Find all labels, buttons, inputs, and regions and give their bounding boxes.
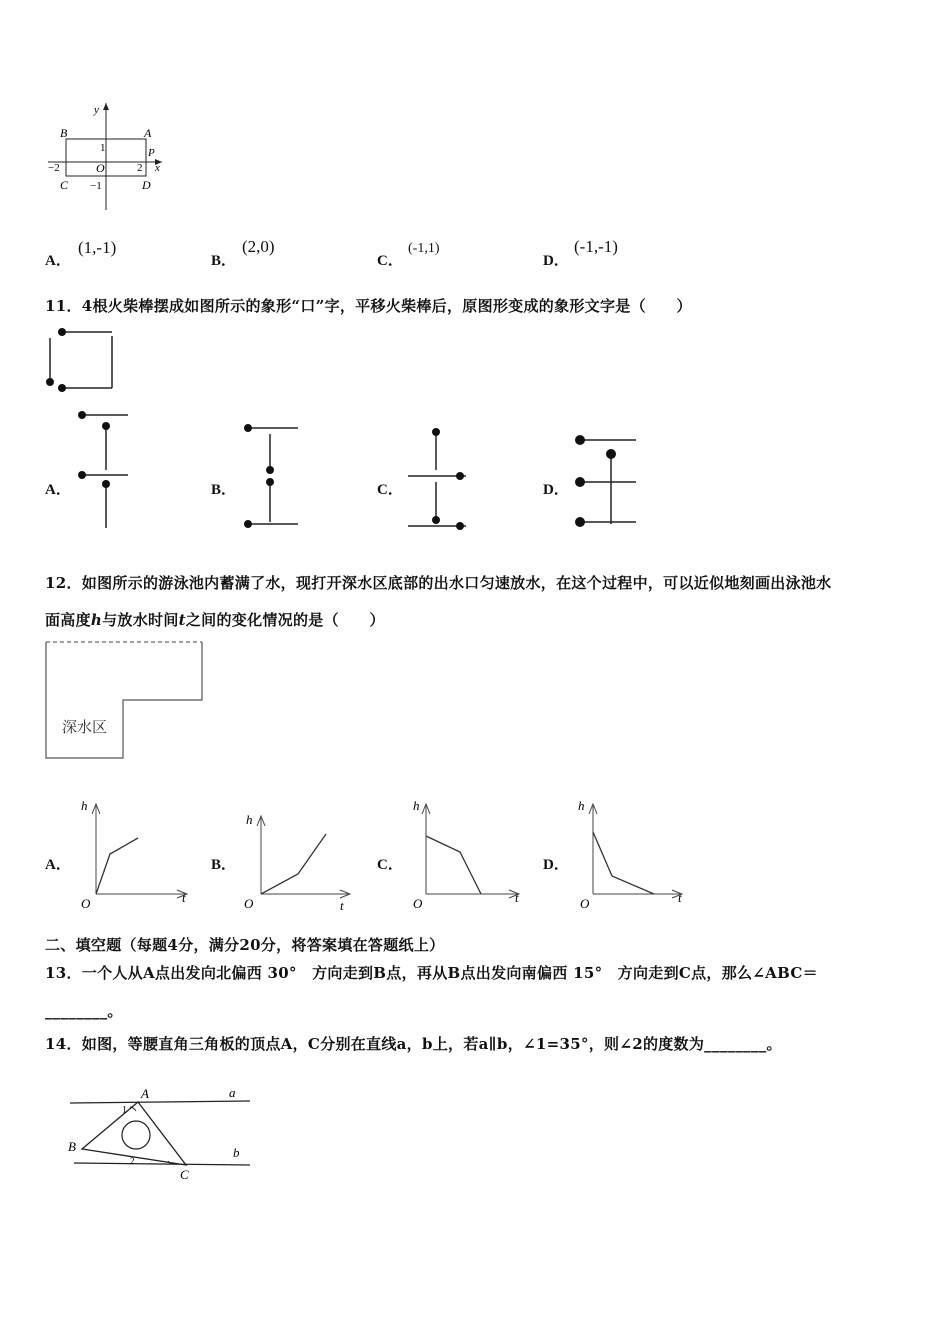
q12-option-b: B． xyxy=(211,857,237,873)
q12-pool-label: 深水区 xyxy=(62,718,108,736)
q12-d-axis-t: t xyxy=(678,890,682,905)
q11-option-c-figure xyxy=(400,422,475,532)
q13-blank: ________。 xyxy=(45,1002,123,1020)
fig-label-y: y xyxy=(94,104,99,116)
q12-b-axis-h: h xyxy=(246,812,253,827)
q14-triangle-figure xyxy=(60,1083,260,1183)
q12-option-a-graph xyxy=(75,796,195,914)
q12-a-axis-t: t xyxy=(182,890,186,905)
q11-option-d: D． xyxy=(543,482,569,498)
q12-stem-text-a: 面高度 xyxy=(45,611,91,629)
q14-angle-2: 2 xyxy=(130,1156,135,1166)
fig-label-A: A xyxy=(144,126,152,140)
q13-text: 13．一个人从A点出发向北偏西 30° 方向走到B点，再从B点出发向南偏西 15° 方向走到C点，那么∠ABC＝ xyxy=(45,964,818,982)
q14-label-C: C xyxy=(180,1167,189,1182)
q10-option-a-letter: A． xyxy=(45,253,71,269)
q12-b-axis-t: t xyxy=(340,898,344,913)
fig-label-neg1: −1 xyxy=(90,180,102,192)
q12-var-t: t xyxy=(178,611,186,629)
q11-option-b-figure xyxy=(236,420,306,532)
q12-c-axis-t: t xyxy=(515,890,519,905)
q10-coordinate-figure xyxy=(40,100,180,215)
q11-original-figure xyxy=(40,322,130,397)
q12-stem-text-b: 与放水时间 xyxy=(102,611,179,629)
q12-stem-line1: 12．如图所示的游泳池内蓄满了水，现打开深水区底部的出水口匀速放水，在这个过程中，可以近似地刻画出泳池水 xyxy=(45,574,832,592)
q11-option-b: B． xyxy=(211,482,237,498)
q10-option-b-value: (2,0) xyxy=(242,237,275,256)
q12-d-origin: O xyxy=(580,896,590,911)
fig-label-C: C xyxy=(60,178,69,192)
q14-text: 14．如图，等腰直角三角板的顶点A，C分别在直线a，b上，若a∥b，∠1=35°，则∠2的度数为________。 xyxy=(45,1035,782,1053)
fig-label-B: B xyxy=(60,126,68,140)
q12-var-h: h xyxy=(90,611,103,629)
q10-option-d-letter: D． xyxy=(543,253,569,269)
q12-option-d: D． xyxy=(543,857,569,873)
fig-label-x: x xyxy=(155,162,160,174)
fig-label-neg2: −2 xyxy=(48,162,60,174)
q12-b-origin: O xyxy=(244,896,254,911)
fig-label-D: D xyxy=(142,178,151,192)
q14-angle-1: 1 xyxy=(122,1105,127,1116)
q10-option-b-letter: B． xyxy=(211,253,237,269)
q11-option-a: A． xyxy=(45,482,71,498)
q12-c-origin: O xyxy=(413,896,423,911)
q12-option-b-graph xyxy=(240,808,360,916)
q12-stem-line2 xyxy=(45,609,385,630)
fig-label-2: 2 xyxy=(137,162,143,174)
q12-a-origin: O xyxy=(81,896,91,911)
q10-option-c-letter: C． xyxy=(377,253,403,269)
q11-option-a-figure xyxy=(70,408,140,533)
q10-option-c-value: (‑1,1) xyxy=(408,241,440,256)
q12-c-axis-h: h xyxy=(413,798,420,813)
q14-label-B: B xyxy=(68,1139,76,1154)
q14-label-A: A xyxy=(141,1086,149,1101)
q12-a-axis-h: h xyxy=(81,798,88,813)
q12-option-c-graph xyxy=(405,796,530,914)
q12-pool-figure xyxy=(44,638,209,766)
q12-option-c: C． xyxy=(377,857,403,873)
q10-option-a-value: (1,‑1) xyxy=(78,238,117,257)
fig-label-O: O xyxy=(96,161,105,175)
q11-option-c: C． xyxy=(377,482,403,498)
q12-stem-text-c: 之间的变化情况的是（ ） xyxy=(185,611,385,629)
q11-stem: 11．4根火柴棒摆成如图所示的象形“口”字，平移火柴棒后，原图形变成的象形文字是（ ） xyxy=(45,297,692,315)
q14-label-b: b xyxy=(233,1145,240,1160)
section2-heading: 二、填空题（每题4分，满分20分，将答案填在答题纸上） xyxy=(45,936,445,954)
q14-label-a: a xyxy=(229,1085,236,1100)
q12-d-axis-h: h xyxy=(578,798,585,813)
q12-option-a: A． xyxy=(45,857,71,873)
q10-option-d-value: (‑1,‑1) xyxy=(574,237,618,256)
fig-label-P: P xyxy=(148,147,155,159)
q12-option-d-graph xyxy=(572,796,690,914)
q11-option-d-figure xyxy=(568,428,643,532)
fig-label-1: 1 xyxy=(100,142,106,154)
